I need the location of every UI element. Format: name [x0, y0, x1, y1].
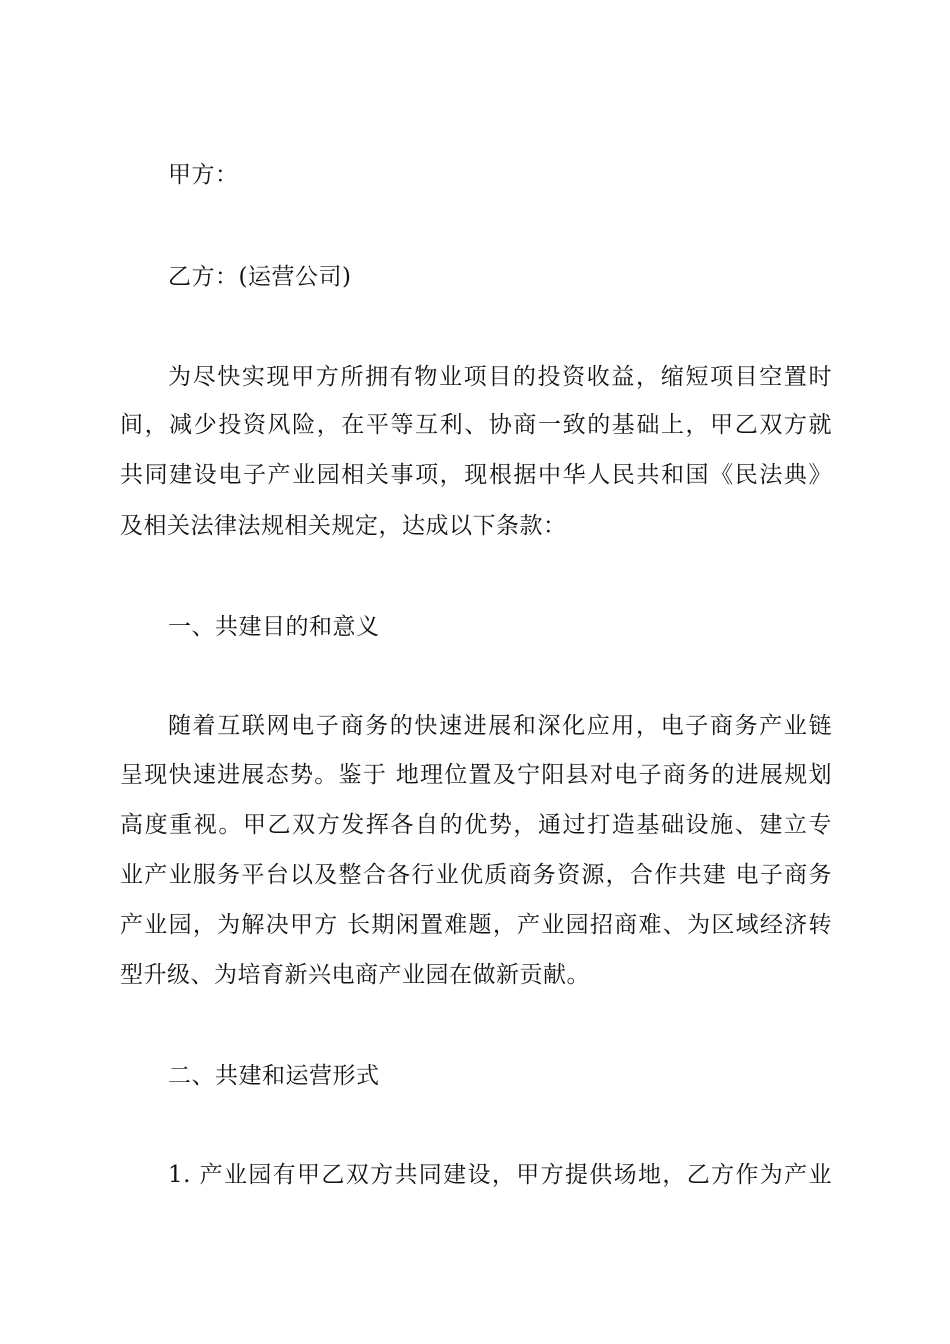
section1-line-5: 产业园，为解决甲方 长期闲置难题，产业园招商难、为区域经济转: [120, 912, 832, 938]
section1-title: 一、共建目的和意义: [168, 614, 380, 640]
intro-line-2: 间，减少投资风险，在平等互利、协商一致的基础上，甲乙双方就: [120, 412, 832, 438]
intro-line-3: 共同建设电子产业园相关事项，现根据中华人民共和国《民法典》: [120, 462, 832, 488]
section1-line-4: 业产业服务平台以及整合各行业优质商务资源，合作共建 电子商务: [120, 862, 832, 888]
party-b-label: 乙方：(运营公司): [168, 264, 352, 290]
section1-line-6: 型升级、为培育新兴电商产业园在做新贡献。: [120, 962, 590, 988]
section1-line-3: 高度重视。甲乙双方发挥各自的优势，通过打造基础设施、建立专: [120, 812, 832, 838]
intro-line-1: 为尽快实现甲方所拥有物业项目的投资收益，缩短项目空置时: [168, 364, 832, 390]
intro-line-4: 及相关法律法规相关规定，达成以下条款：: [120, 513, 567, 539]
section2-item-1: 1. 产业园有甲乙双方共同建设，甲方提供场地，乙方作为产业: [168, 1162, 832, 1188]
section1-line-2: 呈现快速进展态势。鉴于 地理位置及宁阳县对电子商务的进展规划: [120, 762, 832, 788]
party-a-label: 甲方：: [168, 162, 239, 188]
section1-line-1: 随着互联网电子商务的快速进展和深化应用，电子商务产业链: [168, 713, 832, 739]
section2-title: 二、共建和运营形式: [168, 1063, 380, 1089]
